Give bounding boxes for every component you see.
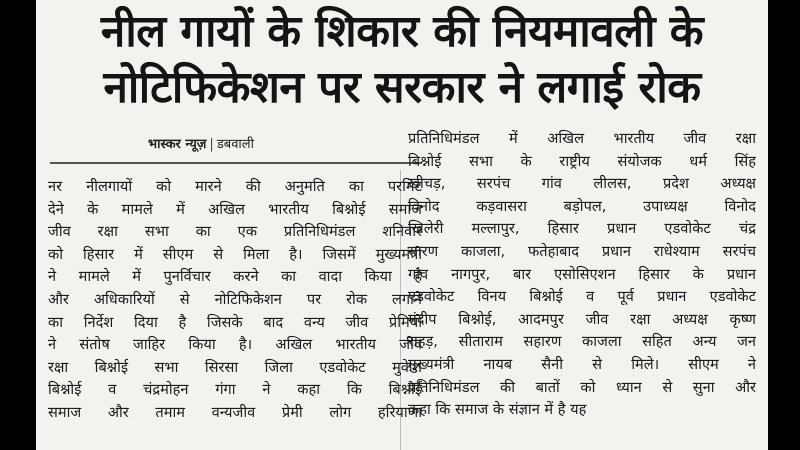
article-line: सारण काजला, फतेहाबाद प्रधान राधेश्याम सरपंच — [408, 242, 756, 260]
article-line: गांव नागपुर, बार एसोसिएशन हिसार के प्रधान — [408, 265, 756, 283]
article-line: राहड़, सीताराम सहारण काजला सहित अन्य जन — [408, 333, 756, 351]
article-line: खीचड़, सरपंच गांव लीलस, प्रदेश अध्यक्ष — [408, 175, 756, 193]
article-line: ने मामले में पुनर्विचार करने का वादा किया है — [48, 268, 422, 286]
article-line: प्रतिनिधिमंडल में अखिल भारतीय जीव रक्षा — [408, 130, 756, 147]
article-line: एडवोकेट विनय बिश्नोई व पूर्व प्रधान एडवोकेट — [408, 288, 756, 306]
article-line: को हिसार में सीएम से मिला है। जिसमें मुख्यमंत्री — [48, 245, 422, 263]
article-line: रक्षा बिश्नोई सभा सिरसा जिला एडवोकेट मुकेश — [48, 358, 422, 376]
headline-line-2: नोटिफिकेशन पर सरकार ने लगाई रोक — [103, 62, 701, 113]
article-line: जीव रक्षा सभा का एक प्रतिनिधिमंडल शनिवार — [48, 223, 422, 241]
byline — [148, 134, 254, 152]
article-line: विनोद कड़वासरा बड़ोपल, उपाध्यक्ष विनोद — [408, 197, 756, 215]
article-line: मुख्यमंत्री नायब सैनी से मिले। सीएम ने — [408, 355, 756, 373]
article-line: और अधिकारियों से नोटिफिकेशन पर रोक लगाने — [48, 290, 422, 308]
byline-rule — [50, 162, 422, 164]
article-line: बिश्नोई सभा के राष्ट्रीय संयोजक धर्म सिंह — [408, 152, 756, 170]
newspaper-clipping — [36, 0, 768, 450]
article-line: समाज और तमाम वन्यजीव प्रेमी लोग हरियाणा — [48, 403, 422, 421]
article-line: ने संतोष जाहिर किया है। अखिल भारतीय जीव — [48, 336, 422, 354]
headline-line-1: नील गायों के शिकार की नियमावली के — [100, 6, 704, 57]
article-line: बिश्नोई व चंद्रमोहन गंगा ने कहा कि बिश्नोई — [48, 381, 422, 399]
article-line: देने के मामले में अखिल भारतीय बिश्नोई समाज — [48, 200, 422, 218]
article-left-column — [48, 176, 422, 425]
article-line: का निर्देश दिया है जिसके बाद वन्य जीव प्रेमियों — [48, 313, 422, 331]
article-line: नर नीलगायों को मारने की अनुमति का परमिट — [48, 178, 422, 195]
headline — [36, 4, 768, 116]
article-line: प्रतिनिधिमंडल की बातों को ध्यान से सुना और — [408, 378, 756, 396]
byline-separator: | — [209, 137, 214, 152]
article-line: खिलेरी मल्लापुर, हिसार प्रधान एडवोकेट चंद्र — [408, 220, 756, 238]
article-line: मंदीप बिश्नोई, आदमपुर जीव रक्षा अध्यक्ष कृष्ण — [408, 310, 756, 328]
byline-place: डबवाली — [216, 137, 254, 152]
byline-source: भास्कर न्यूज़ — [148, 137, 207, 152]
article-right-column — [408, 128, 756, 422]
article-line: कहा कि समाज के संज्ञान में है यह — [408, 401, 587, 419]
